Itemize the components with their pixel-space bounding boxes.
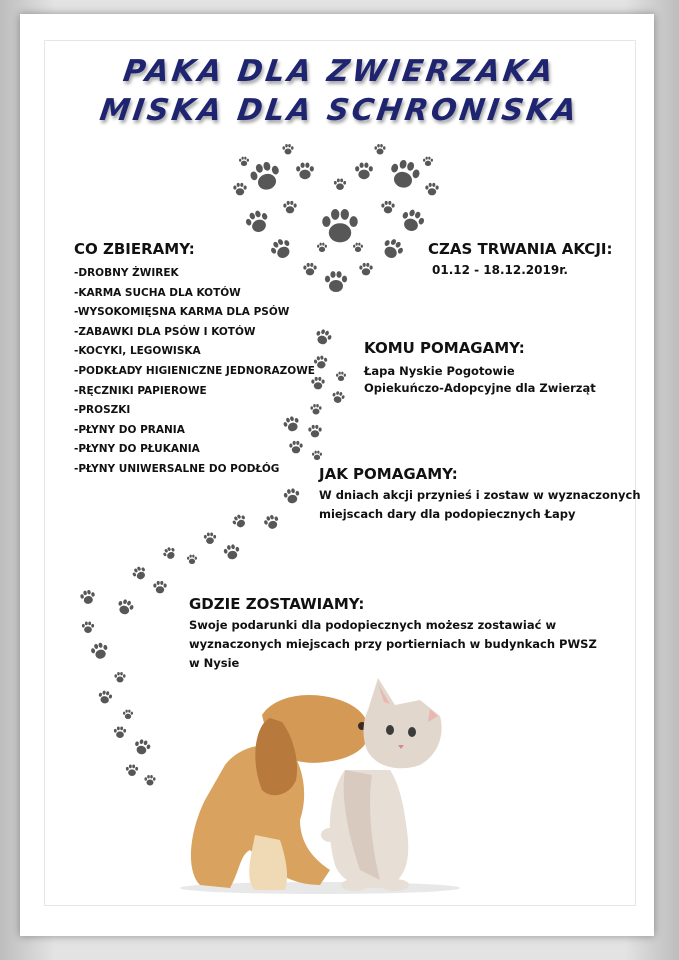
- gdzie-heading: GDZIE ZOSTAWIAMY:: [189, 595, 365, 613]
- czas-heading: CZAS TRWANIA AKCJI:: [428, 240, 613, 258]
- list-item: -ZABAWKI DLA PSÓW I KOTÓW: [74, 325, 256, 338]
- list-item: -KOCYKI, LEGOWISKA: [74, 345, 201, 358]
- komu-line-1: Łapa Nyskie Pogotowie: [364, 364, 515, 378]
- list-item: -PROSZKI: [74, 404, 131, 417]
- list-item: -DROBNY ŻWIREK: [74, 267, 179, 279]
- list-item: -PŁYNY DO PRANIA: [74, 423, 185, 436]
- list-item: -KARMA SUCHA DLA KOTÓW: [74, 286, 241, 299]
- komu-heading: KOMU POMAGAMY:: [364, 339, 525, 357]
- co-zbieramy-list: [74, 264, 315, 480]
- gdzie-line-1: Swoje podarunki dla podopiecznych możesz zostawiać w: [189, 618, 557, 632]
- list-item: -RĘCZNIKI PAPIEROWE: [74, 384, 207, 397]
- list-item: -PŁYNY UNIWERSALNE DO PODŁÓG: [74, 462, 280, 475]
- puppy-and-kitten-illustration: [180, 678, 460, 894]
- title-line-2: MISKA DLA SCHRONISKA: [97, 93, 582, 128]
- gdzie-line-3: w Nysie: [189, 656, 240, 670]
- list-item: -PŁYNY DO PŁUKANIA: [74, 443, 200, 456]
- list-item: -PODKŁADY HIGIENICZNE JEDNORAZOWE: [74, 364, 315, 377]
- jak-line-2: miejscach dary dla podopiecznych Łapy: [319, 507, 576, 521]
- komu-line-2: Opiekuńczo-Adopcyjne dla Zwierząt: [364, 381, 596, 395]
- jak-line-1: W dniach akcji przynieś i zostaw w wyznaczonych: [319, 488, 641, 502]
- czas-dates: 01.12 - 18.12.2019r.: [432, 263, 568, 277]
- gdzie-line-2: wyznaczonych miejscach przy portierniach w budynkach PWSZ: [189, 637, 597, 651]
- jak-heading: JAK POMAGAMY:: [319, 465, 458, 483]
- co-zbieramy-heading: CO ZBIERAMY:: [74, 240, 195, 258]
- list-item: -WYSOKOMIĘSNA KARMA DLA PSÓW: [74, 306, 290, 319]
- title-line-1: PAKA DLA ZWIERZAKA: [120, 54, 558, 89]
